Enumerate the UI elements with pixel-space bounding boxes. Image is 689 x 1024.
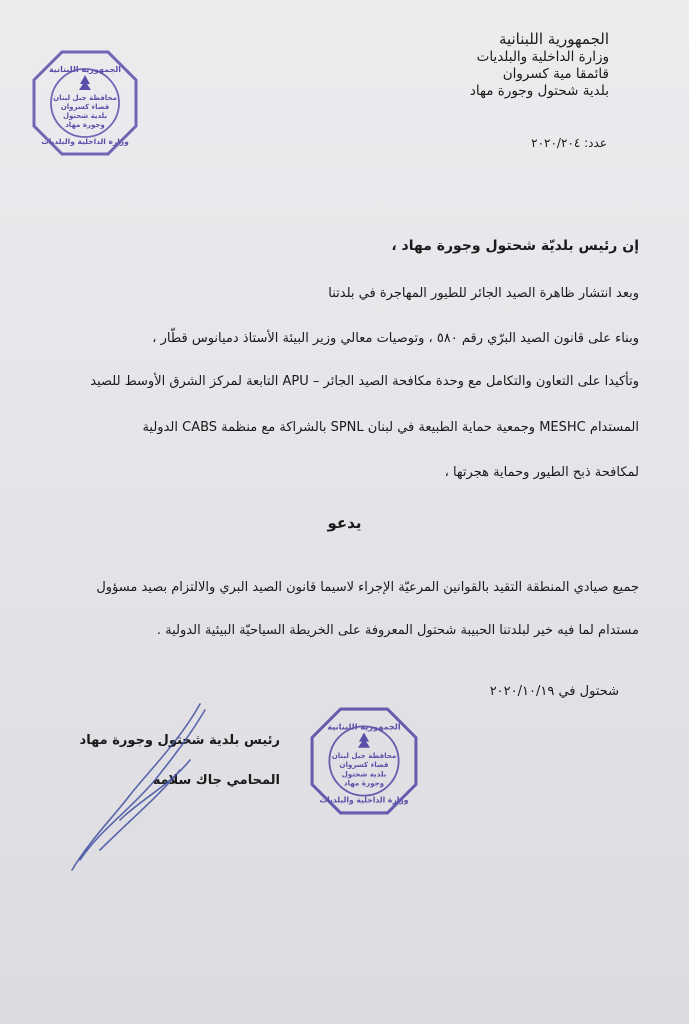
stamp-inner-line: بلدية شحتول [62,112,108,120]
ref-value: ٢٠٢٠/٢٠٤ [531,136,581,150]
municipality-stamp-top [30,48,140,158]
stamp-seal-icon [308,705,420,817]
calls-heading: يدعو [327,514,362,532]
cedar-icon [79,75,91,90]
stamp-outer-bottom-text: وزارة الداخلية والبلديات [41,137,129,146]
stamp-outer-bottom-text: وزارة الداخلية والبلديات [319,795,409,805]
stamp-outer-top-text: الجمهورية اللبنانية [48,65,122,74]
stamp-inner-line: محافظة جبل لبنان [331,750,397,760]
ministry-title: وزارة الداخلية والبلديات [476,49,609,65]
paragraph-line: لمكافحة ذبح الطيور وحماية هجرتها ، [444,465,639,480]
signature-icon [60,700,230,880]
ref-label: عدد: [584,136,607,150]
municipality-stamp-bottom [308,705,420,817]
paragraph-line: وبناء على قانون الصيد البرّي رقم ٥٨٠ ، وتوصيات معالي وزير البيئة الأستاذ دميانوس قطّار ، [152,331,639,346]
district-title: قائمقا مية كسروان [502,66,609,82]
stamp-inner-line: محافظة جبل لبنان [53,94,117,102]
handwritten-signature [60,700,230,884]
municipality-title: بلدية شحتول وجورة مهاد [469,83,609,99]
call-line: جميع صيادي المنطقة التقيد بالقوانين المرعيّة الإجراء لاسيما قانون الصيد البري والالتزام بصيد مسؤول [96,580,639,595]
signatory-name: المحامي جاك سلامه [152,773,280,788]
stamp-inner-line: وجورة مهاد [65,121,105,129]
paragraph-line: وتأكيدا على التعاون والتكامل مع وحدة مكافحة الصيد الجائر – APU التابعة لمركز الشرق الأوسط للصيد [90,374,639,389]
stamp-outer-top-text: الجمهورية اللبنانية [327,721,401,732]
call-line: مستدام لما فيه خير لبلدتنا الحبيبة شحتول المعروفة على الخريطة السياحيّة البيئية الدولية . [156,623,639,638]
stamp-inner-line: بلدية شحتول [341,769,387,779]
document-date: شحتول في ٢٠٢٠/١٠/١٩ [489,684,619,699]
republic-title: الجمهورية اللبنانية [498,30,609,48]
stamp-seal-icon [30,48,140,158]
signatory-title: رئيس بلدية شحتول وجورة مهاد [79,733,280,748]
paragraph-line: المستدام MESHC وجمعية حماية الطبيعة في لبنان SPNL بالشراكة مع منظمة CABS الدولية [142,420,639,435]
cedar-icon [358,732,370,747]
letterhead [309,30,609,100]
paragraph-line: وبعد انتشار ظاهرة الصيد الجائر للطيور المهاجرة في بلدتنا [328,286,639,301]
stamp-inner-line: قضاء كسروان [60,103,110,111]
stamp-inner-line: قضاء كسروان [339,760,389,770]
stamp-inner-line: وجورة مهاد [343,778,385,788]
salutation: إن رئيس بلديّة شحتول وجورة مهاد ، [391,238,639,254]
reference-number [531,136,607,150]
